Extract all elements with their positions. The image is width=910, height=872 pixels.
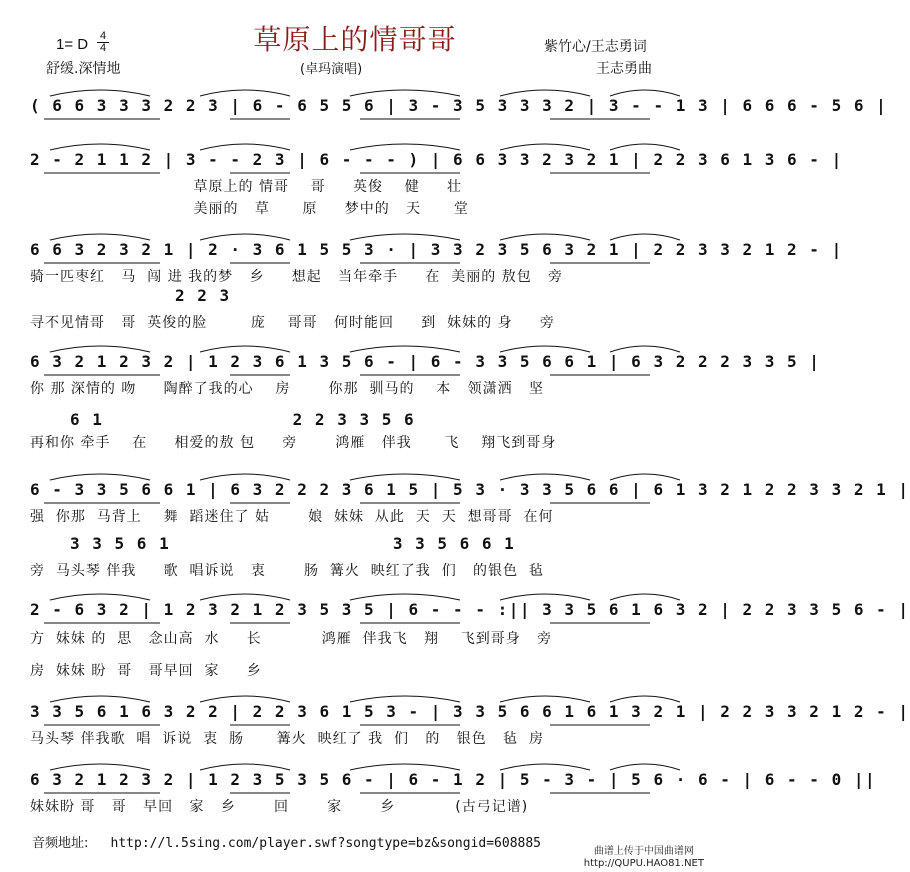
variant-notes: 6 1 2 2 3 3 5 6 xyxy=(70,410,416,429)
notation-row: 2 - 6 3 2 | 1 2 3 2 1 2 3 5 3 5 | 6 - - - :|| 3 3 5 6 1 6 3 2 | 2 2 3 3 5 6 - | xyxy=(30,600,910,619)
lyric-line: 马头琴 伴我歌 唱 诉说 衷 肠 篝火 映红了 我 们 的 银色 毡 房 xyxy=(30,731,544,747)
lyric-line: 旁 马头琴 伴我 歌 唱诉说 衷 肠 篝火 映红了我 们 的银色 毡 xyxy=(30,563,544,579)
beam-lines xyxy=(30,621,686,627)
lyric-line: 强 你那 马背上 舞 蹈迷住了 姑 娘 妹妹 从此 天 天 想哥哥 在何 xyxy=(30,509,554,525)
lyric-line: 你 那 深情的 吻 陶醉了我的心 房 你那 驯马的 本 领潇洒 坚 xyxy=(30,381,544,397)
lyric-line: 妹妹盼 哥 哥 早回 家 乡 回 家 乡 (古弓记谱) xyxy=(30,799,529,815)
audio-address-label: 音频地址: xyxy=(32,836,89,851)
composer-credit: 王志勇曲 xyxy=(596,61,652,77)
page-title: 草原上的情哥哥 xyxy=(253,23,457,56)
lyricist-credit: 紫竹心/王志勇词 xyxy=(544,39,647,55)
notation-row: 6 3 2 1 2 3 2 | 1 2 3 5 3 5 6 - | 6 - 1 2 | 5 - 3 - | 5 6 · 6 - | 6 - - 0 || xyxy=(30,770,877,789)
audio-address xyxy=(32,832,541,851)
lyric-line: 寻不见情哥 哥 英俊的脸 庞 哥哥 何时能回 到 妹妹的 身 旁 xyxy=(30,315,555,331)
notation-row: ( 6 6 3 3 3 2 2 3 | 6 - 6 5 5 6 | 3 - 3 5 3 3 3 2 | 3 - - 1 3 | 6 6 6 - 5 6 | xyxy=(30,96,888,115)
singer-credit: (卓玛演唱) xyxy=(300,62,363,77)
beam-lines xyxy=(30,117,686,123)
site-watermark xyxy=(584,846,704,870)
lyric-line: 房 妹妹 盼 哥 哥早回 家 乡 xyxy=(30,663,262,679)
notation-row: 6 3 2 1 2 3 2 | 1 2 3 6 1 3 5 6 - | 6 - 3 3 5 6 6 1 | 6 3 2 2 2 3 3 5 | xyxy=(30,352,821,371)
lyric-line: 草原上的 情哥 哥 英俊 健 壮 xyxy=(30,179,463,195)
variant-notes: 3 3 5 6 1 3 3 5 6 6 1 xyxy=(70,534,516,553)
time-signature-bottom: 4 xyxy=(99,42,107,54)
time-signature xyxy=(97,31,109,54)
time-signature-top: 4 xyxy=(97,31,109,43)
notation-row: 2 - 2 1 1 2 | 3 - - 2 3 | 6 - - - ) | 6 6 3 3 2 3 2 1 | 2 2 3 6 1 3 6 - | xyxy=(30,150,843,169)
lyric-line: 方 妹妹 的 思 念山高 水 长 鸿雁 伴我飞 翔 飞到哥身 旁 xyxy=(30,631,553,647)
lyric-line: 骑一匹枣红 马 闯 进 我的梦 乡 想起 当年牵手 在 美丽的 敖包 旁 xyxy=(30,269,564,285)
watermark-line2: http://QUPU.HAO81.NET xyxy=(583,858,704,869)
notation-row: 6 6 3 2 3 2 1 | 2 · 3 6 1 5 5 3 · | 3 3 2 3 5 6 3 2 1 | 2 2 3 3 2 1 2 - | xyxy=(30,240,843,259)
notation-row: 3 3 5 6 1 6 3 2 2 | 2 2 3 6 1 5 3 - | 3 3 5 6 6 1 6 1 3 2 1 | 2 2 3 3 2 1 2 - | xyxy=(30,702,910,721)
lyric-line: 再和你 牵手 在 相爱的敖 包 旁 鸿雁 伴我 飞 翔飞到哥身 xyxy=(30,435,557,451)
notation-row: 6 - 3 3 5 6 6 1 | 6 3 2 2 2 3 6 1 5 | 5 3 · 3 3 5 6 6 | 6 1 3 2 1 2 2 3 3 2 1 | xyxy=(30,480,910,499)
watermark-line1: 曲谱上传于中国曲谱网 xyxy=(593,846,694,857)
lyric-line: 美丽的 草 原 梦中的 天 堂 xyxy=(30,201,469,217)
variant-notes: 2 2 3 xyxy=(175,286,231,305)
tempo-marking: 舒缓.深情地 xyxy=(46,61,121,77)
key-signature: 1= D xyxy=(56,36,89,53)
audio-address-link[interactable]: http://l.5sing.com/player.swf?songtype=bz&songid=608885 xyxy=(110,836,541,851)
